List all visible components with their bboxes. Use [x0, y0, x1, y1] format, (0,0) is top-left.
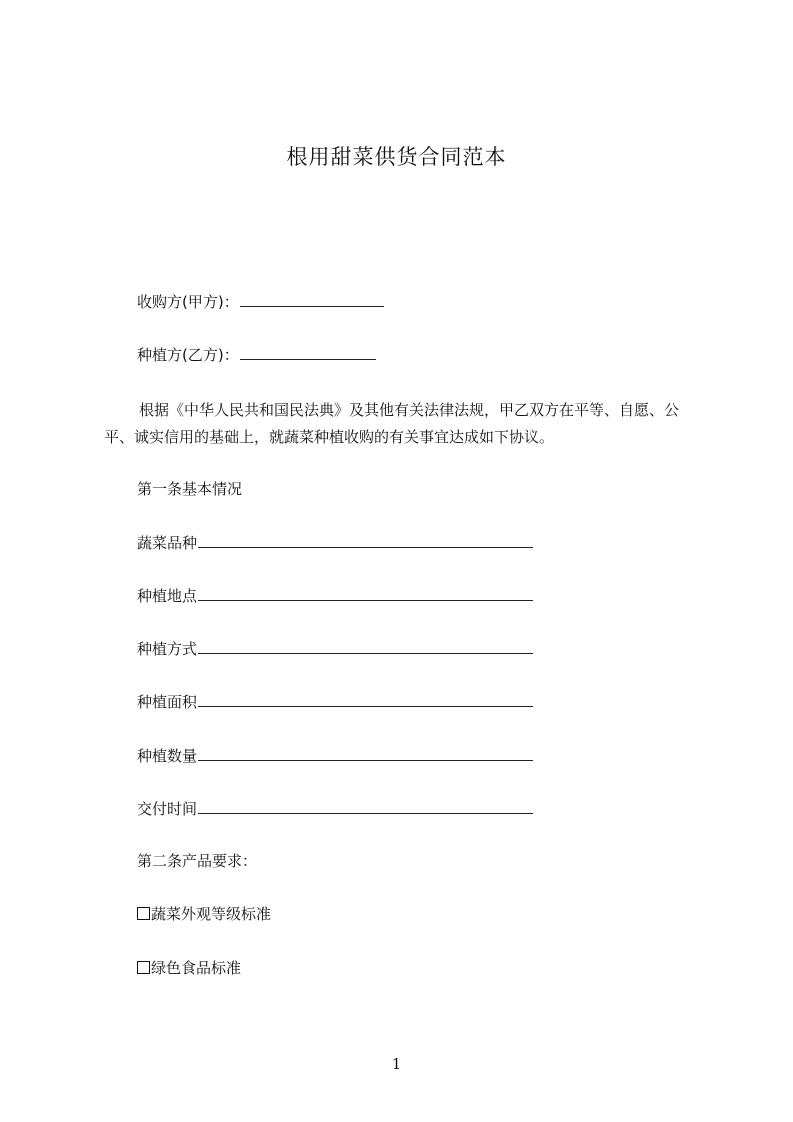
field-blank[interactable] — [198, 584, 533, 601]
buyer-blank[interactable] — [240, 290, 384, 307]
field-label: 交付时间 — [137, 800, 198, 818]
grower-label: 种植方(乙方)： — [137, 346, 239, 364]
field-row-quantity — [137, 744, 533, 767]
buyer-label: 收购方(甲方)： — [137, 293, 239, 311]
option-label: 绿色食品标准 — [151, 959, 242, 977]
field-label: 种植数量 — [137, 747, 198, 765]
field-row-area — [137, 690, 533, 713]
document-title: 根用甜菜供货合同范本 — [286, 145, 507, 169]
option-appearance-standard — [137, 903, 271, 925]
field-blank[interactable] — [198, 744, 533, 761]
field-row-location — [137, 584, 533, 607]
article-2-heading: 第二条产品要求： — [137, 852, 258, 870]
field-blank[interactable] — [198, 797, 533, 814]
page-number: 1 — [391, 1055, 402, 1073]
field-label: 种植面积 — [137, 693, 198, 711]
field-blank[interactable] — [198, 531, 533, 548]
option-label: 蔬菜外观等级标准 — [151, 905, 272, 923]
buyer-line — [137, 290, 384, 313]
field-label: 蔬菜品种 — [137, 534, 198, 552]
field-row-variety — [137, 531, 533, 554]
field-blank[interactable] — [198, 690, 533, 707]
grower-line — [137, 343, 376, 366]
checkbox[interactable] — [137, 907, 150, 920]
checkbox[interactable] — [137, 961, 150, 974]
field-label: 种植地点 — [137, 587, 198, 605]
field-row-method — [137, 637, 533, 660]
grower-blank[interactable] — [240, 343, 376, 360]
field-row-delivery-time — [137, 797, 533, 820]
article-1-heading: 第一条基本情况 — [137, 480, 243, 498]
field-label: 种植方式 — [137, 640, 198, 658]
field-blank[interactable] — [198, 637, 533, 654]
preamble-paragraph: 根据《中华人民共和国民法典》及其他有关法律法规，甲乙双方在平等、自愿、公平、诚实信用的基础上，就蔬菜种植收购的有关事宜达成如下协议。 — [104, 401, 680, 446]
option-green-food-standard — [137, 957, 241, 979]
